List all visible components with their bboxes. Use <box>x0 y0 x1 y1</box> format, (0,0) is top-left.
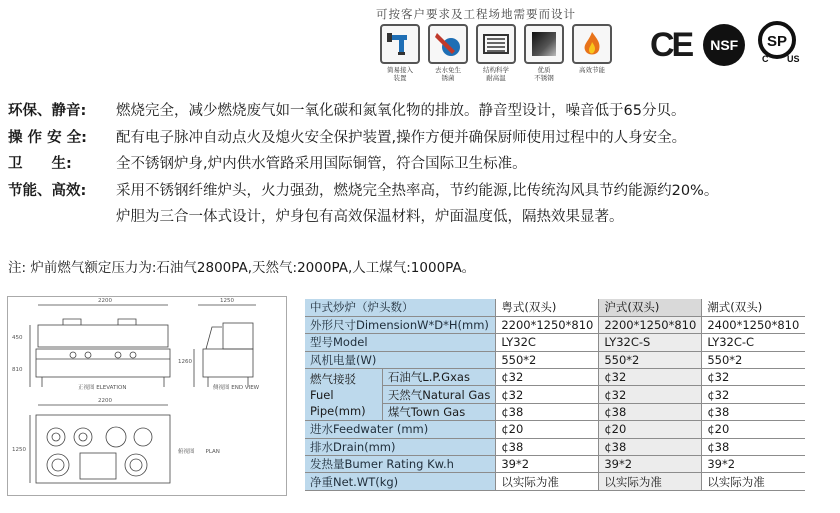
flame-icon <box>572 24 612 64</box>
plan-label: 俯视图 PLAN <box>178 449 220 455</box>
feature-heat-resistant: 结构科学 耐高温 <box>474 24 518 82</box>
spec-row-model: 型号Model LY32C LY32C-S LY32C-C <box>305 334 805 351</box>
dim-height-3-label: 1260 <box>178 359 192 365</box>
dim-depth-label: 1250 <box>220 298 234 304</box>
wrench-icon <box>428 24 468 64</box>
spec-header-label: 中式炒炉（炉头数） <box>305 299 496 316</box>
spec-col-cantonese: 粤式(双头) <box>496 299 599 316</box>
feature-energy: 节能、高效: 采用不锈钢纤维炉头，火力强劲，燃烧完全热率高，节约能源,比传统沟风具节约能源约20%。 <box>8 182 719 199</box>
drawing-svg <box>8 297 288 497</box>
spec-row-natural-gas: 天然气Natural Gas ¢32 ¢32 ¢32 <box>305 386 805 403</box>
svg-text:SP: SP <box>767 33 788 50</box>
end-view-label: 侧视图 END VIEW <box>213 385 260 391</box>
feature-stainless: 优质 不锈钢 <box>522 24 566 82</box>
spec-row-lpg: 燃气接驳 Fuel Pipe(mm) 石油气L.P.Gxas ¢32 ¢32 ¢32 <box>305 369 805 386</box>
feature-icons <box>378 24 614 82</box>
spec-table <box>305 299 805 491</box>
spec-col-chaozhou: 潮式(双头) <box>702 299 805 316</box>
elevation-body <box>36 349 170 377</box>
steel-plate-icon <box>524 24 564 64</box>
dim-plan-width-label: 2200 <box>98 398 112 404</box>
feature-easy-connect: 简易接入 装置 <box>378 24 422 82</box>
spec-row-dimension: 外形尺寸DimensionW*D*H(mm) 2200*1250*810 2200*1250*810 2400*1250*810 <box>305 316 805 333</box>
elevation-faucets <box>63 319 136 325</box>
end-view-body <box>203 349 253 377</box>
certification-logos <box>650 20 803 70</box>
feature-safety: 操 作 安 全: 配有电子脉冲自动点火及熄火安全保护装置,操作方便并确保厨师使用过程中的人身安全。 <box>8 129 687 146</box>
feature-eco-quiet: 环保、静音: 燃烧完全，减少燃烧废气如一氧化碳和氮氧化物的排放。静音型设计，噪音低于65分贝。 <box>8 103 686 119</box>
spec-row-drain: 排水Drain(mm) ¢38 ¢38 ¢38 <box>305 438 805 455</box>
nsf-logo: NSF <box>703 24 745 66</box>
plan-outline <box>36 415 170 483</box>
design-caption: 可按客户要求及工程场地需要而设计 <box>376 7 576 21</box>
spec-row-fan-power: 风机电量(W) 550*2 550*2 550*2 <box>305 351 805 368</box>
ce-mark-logo: CE <box>650 25 692 64</box>
elevation-label: 正视图 ELEVATION <box>78 385 127 391</box>
feature-hygiene: 卫 生: 全不锈钢炉身,炉内供水管路采用国际铜管，符合国际卫生标准。 <box>8 156 527 172</box>
feature-rust-free: 去水免生 锈菌 <box>426 24 470 82</box>
spec-row-net-weight: 净重Net.WT(kg) 以实际为准 以实际为准 以实际为准 <box>305 473 805 490</box>
dim-width-label: 2200 <box>98 298 112 304</box>
dim-plan-depth-label: 1250 <box>12 447 26 453</box>
faucet-icon <box>380 24 420 64</box>
spec-col-shanghai: 沪式(双头) <box>599 299 702 316</box>
heat-grid-icon <box>476 24 516 64</box>
spec-row-town-gas: 煤气Town Gas ¢38 ¢38 ¢38 <box>305 403 805 420</box>
fuel-pipe-group-label: 燃气接驳 Fuel Pipe(mm) <box>305 369 382 421</box>
svg-text:C: C <box>762 54 769 64</box>
spec-row-burner-rating: 发热量Bumer Rating Kw.h 39*2 39*2 39*2 <box>305 456 805 473</box>
spec-row-feedwater: 进水Feedwater (mm) ¢20 ¢20 ¢20 <box>305 421 805 438</box>
gas-pressure-note: 注: 炉前燃气额定压力为:石油气2800PA,天然气:2000PA,人工煤气:1000PA。 <box>8 260 476 276</box>
csa-us-logo <box>757 20 803 70</box>
spec-header-row <box>305 299 805 316</box>
dim-height-1-label: 450 <box>12 335 23 341</box>
feature-list <box>8 98 718 231</box>
elevation-backsplash <box>38 325 168 347</box>
feature-insulation: 炉胆为三合一体式设计，炉身包有高效保温材料，炉面温度低，隔热效果显著。 <box>116 209 624 225</box>
svg-text:US: US <box>787 54 800 64</box>
dim-height-2-label: 810 <box>12 367 23 373</box>
feature-efficient: 高效节能 <box>570 24 614 82</box>
technical-drawing <box>7 296 287 496</box>
